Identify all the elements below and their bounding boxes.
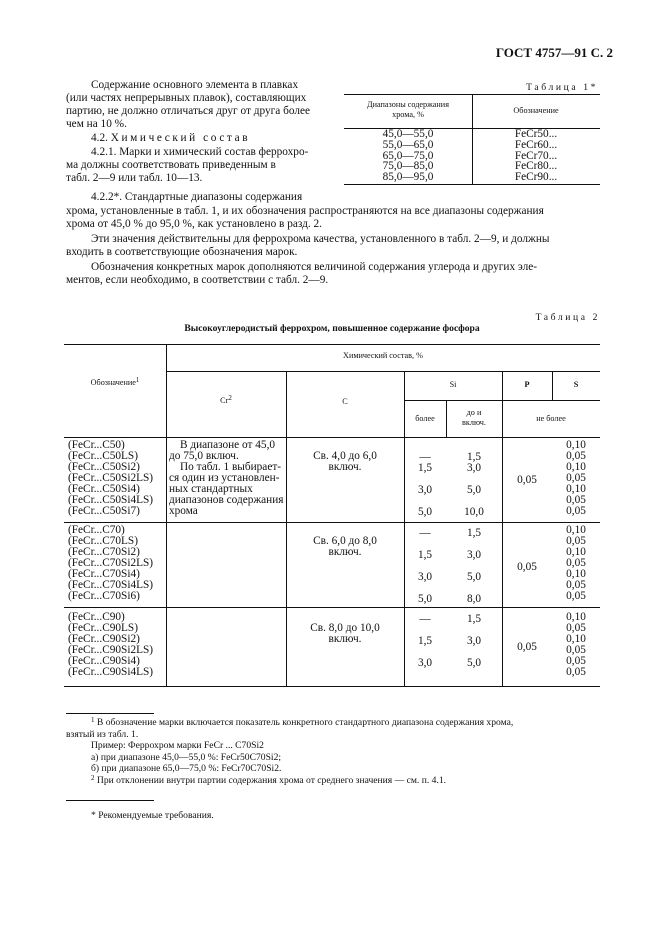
table2-si-upto-c90: 1,5 3,0 5,0 (466, 613, 482, 669)
table1-head-range: Диапазоны содержания хрома, % (367, 100, 449, 119)
table2-title: Высокоуглеродистый феррохром, повышенное содержание фосфора (184, 323, 480, 334)
grade-cell: (FeCr...C50Si7) (68, 505, 140, 517)
table2-p-c70: 0,05 (517, 561, 537, 573)
table1-range-cell: 75,0—85,0 (382, 160, 434, 173)
table2-head-p: P (524, 380, 530, 389)
table2-c-text-c90: Св. 8,0 до 10,0 включ. (310, 622, 380, 645)
table2-grades-c50 (68, 440, 153, 517)
grade-cell: (FeCr...C90LS) (68, 622, 138, 634)
table2-c-text-c70: Св. 6,0 до 8,0 включ. (313, 535, 377, 558)
table2-p-c90: 0,05 (517, 641, 537, 653)
table1-head-code: Обозначение (513, 106, 559, 115)
grade-cell: (FeCr...C90Si2) (68, 633, 140, 645)
table2-si-more-c90: — 1,5 3,0 (417, 613, 433, 669)
table1-code-cell: FeCr60... (514, 138, 558, 151)
table1-code-cell: FeCr50... (514, 128, 558, 140)
grade-cell: (FeCr...C70Si6) (68, 590, 140, 602)
table2-caption: Таблица 2 (535, 312, 600, 323)
grade-cell: (FeCr...C50Si4LS) (68, 494, 154, 506)
paragraph-marks: Обозначения конкретных марок дополняются величиной содержания углерода и других эле- ментов, если необходимо, в соответствии с табл. 2—9. (66, 261, 537, 286)
footnotes: $^1$ В обозначение марки включается показатель конкретного стандартного диапазона содержания хрома, взятый из табл. 1. Пример: Феррохром марки FeCr ... C70Si2 а) при диапазоне 45,0—55,0 %: FeCr50C70Si2; б) при диапазоне 65,0—75,0 %: FeCr70C70Si2. $^2$ При отклонении внутри партии содержания хрома от среднего значения — см. п. 4.1. (66, 716, 514, 786)
table2-head-cr: Cr$^2$ (220, 394, 232, 405)
grade-cell: (FeCr...C50Si4) (68, 483, 140, 495)
page-header: ГОСТ 4757—91 С. 2 (495, 45, 613, 60)
grade-cell: (FeCr...C90Si4LS) (68, 666, 154, 678)
grade-cell: (FeCr...C50Si2) (68, 461, 140, 473)
table1-codes (472, 129, 600, 183)
grade-cell: (FeCr...C50LS) (68, 450, 138, 462)
section-heading: 4.2. Химический состав (91, 132, 251, 144)
grade-cell: (FeCr...C50) (68, 439, 125, 451)
table2-head-designation: Обозначение$^1$ (90, 376, 140, 387)
table2-head-chem: Химический состав, % (343, 351, 423, 360)
table2-s-c70: 0,10 0,05 0,10 0,05 0,10 0,05 0,05 (566, 524, 586, 602)
table2-s-c90: 0,10 0,05 0,10 0,05 0,05 0,05 (566, 611, 586, 678)
footnote-star: * Рекомендуемые требования. (91, 810, 214, 821)
table2-grades-c90 (68, 612, 153, 678)
table1-code-cell: FeCr80... (514, 160, 558, 173)
paragraph-4-2-2-start: 4.2.2*. Стандартные диапазоны содержания (91, 191, 303, 203)
table2-head-si: Si (449, 380, 457, 389)
table2-s-c50: 0,10 0,05 0,10 0,05 0,10 0,05 0,05 (566, 439, 586, 517)
paragraph-quality: Эти значения действительны для феррохрома качества, установленного в табл. 2—9, и должны входить в соответствующие обозначения марок. (66, 233, 550, 258)
table1-range-cell: 85,0—95,0 (382, 171, 434, 184)
table2-p-c50: 0,05 (517, 474, 537, 486)
grade-cell: (FeCr...C90Si4) (68, 655, 140, 667)
grade-cell: (FeCr...C70Si4LS) (68, 579, 154, 591)
grade-cell: (FeCr...C70LS) (68, 535, 138, 547)
grade-cell: (FeCr...C70Si2LS) (68, 557, 154, 569)
table1-range-cell: 45,0—55,0 (382, 128, 434, 140)
table1-code-cell: FeCr70... (514, 149, 558, 162)
table2-cr-text: В диапазоне от 45,0 до 75,0 включ. По табл. 1 выбирает- ся один из установлен- ных стандартных диапазонов содержания хрома (169, 439, 284, 517)
grade-cell: (FeCr...C70Si4) (68, 568, 140, 580)
table2-c-text-c50: Св. 4,0 до 6,0 включ. (313, 450, 377, 473)
grade-cell: (FeCr...C90) (68, 611, 125, 623)
table2-head-not-more: не более (536, 414, 566, 423)
grade-cell: (FeCr...C90Si2LS) (68, 644, 154, 656)
grade-cell: (FeCr...C50Si2LS) (68, 472, 154, 484)
table2-head-s: S (573, 380, 579, 389)
table2-head-si-upto: до и включ. (462, 408, 486, 427)
table2-grades-c70 (68, 525, 153, 602)
table1-range-cell: 55,0—65,0 (382, 138, 434, 151)
table1-caption: Таблица 1* (526, 82, 598, 93)
table1-code-cell: FeCr90... (514, 171, 558, 184)
table2-si-more-c70: — 1,5 3,0 5,0 (417, 527, 433, 605)
table2-head-c: C (342, 397, 348, 406)
paragraph-content-requirement: Содержание основного элемента в плавках (или частях непрерывных плавок), составляющих партию, не должно отличаться друг от друга более чем на 10 %. (66, 79, 310, 130)
table1-range-cell: 65,0—75,0 (382, 149, 434, 162)
paragraph-4-2-1: 4.2.1. Марки и химический состав феррохро- ма должны соответствовать приведенным в табл. 2—9 или табл. 10—13. (66, 146, 309, 184)
paragraph-4-2-2: хрома, установленные в табл. 1, и их обозначения распространяются на все диапазоны содержания хрома от 45,0 % до 95,0 %, как установлено в разд. 2. (66, 205, 544, 230)
table2-head-si-more: более (415, 414, 435, 423)
grade-cell: (FeCr...C70Si2) (68, 546, 140, 558)
table2-si-more-c50: — 1,5 3,0 5,0 (417, 451, 433, 518)
table2-si-upto-c70: 1,5 3,0 5,0 8,0 (466, 527, 482, 605)
table2-si-upto-c50: 1,5 3,0 5,0 10,0 (464, 451, 484, 518)
grade-cell: (FeCr...C70) (68, 524, 125, 536)
table1-ranges (344, 129, 472, 183)
